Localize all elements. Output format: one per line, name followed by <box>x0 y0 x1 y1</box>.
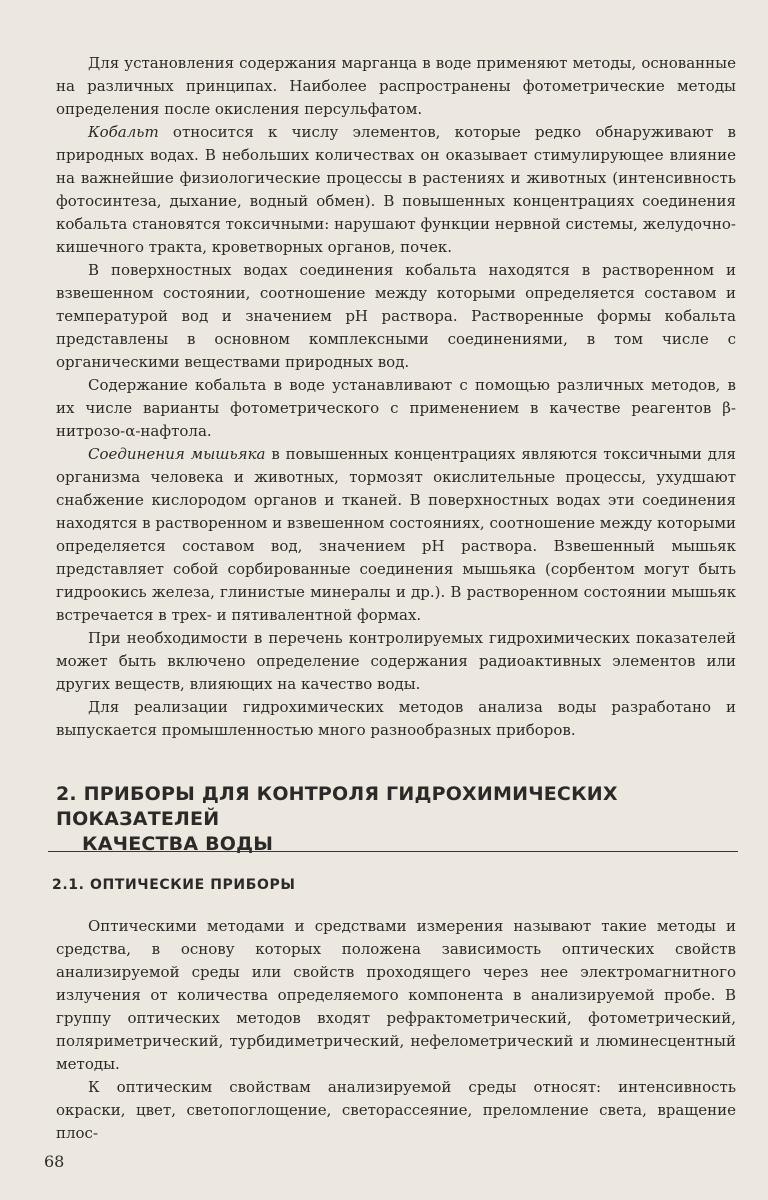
paragraph-optical-properties: К оптическим свойствам анализируемой среды относят: интенсивность окраски, цвет, светопоглощение, светорассеяние, преломление света, вращение плос- <box>56 1078 736 1142</box>
section-heading-line-1: 2. ПРИБОРЫ ДЛЯ КОНТРОЛЯ ГИДРОХИМИЧЕСКИХ ПОКАЗАТЕЛЕЙ <box>56 783 618 830</box>
body-text-bottom <box>56 915 736 1145</box>
body-text-top <box>56 52 736 742</box>
paragraph-cobalt: Кобальт относится к числу элементов, которые редко обнаруживают в природных водах. В небольших количествах он оказывает стимулирующее влияние на важнейшие физиологические процессы в растениях и животных (интенсивность фотосинтеза, дыхание, водный обмен). В повышенных концентрациях соединения кобальта становятся токсичными: нарушают функции нервной системы, желудочно-кишечного тракта, кроветворных органов, почек. <box>56 123 736 256</box>
page-number: 68 <box>44 1152 65 1171</box>
subsection-heading: 2.1. ОПТИЧЕСКИЕ ПРИБОРЫ <box>52 877 296 893</box>
paragraph-radioactive: При необходимости в перечень контролируемых гидрохимических показателей может быть включено определение содержания радиоактивных элементов или других веществ, влияющих на качество воды. <box>56 629 736 693</box>
paragraph-arsenic: Соединения мышьяка в повышенных концентрациях являются токсичными для организма человека и животных, тормозят окислительные процессы, ухудшают снабжение кислородом органов и тканей. В поверхностных водах эти соединения находятся в растворенном и взвешенном состояниях, соотношение между которыми определяется составом вод, значением pH раствора. Взвешенный мышьяк представляет собой сорбированные соединения мышьяка (сорбентом могут быть гидроокись железа, глинистые минералы и др.). В растворенном состоянии мышьяк встречается в трех- и пятивалентной формах. <box>56 445 736 624</box>
horizontal-rule <box>48 851 738 852</box>
paragraph-optical-methods: Оптическими методами и средствами измерения называют такие методы и средства, в основу которых положена зависимость оптических свойств анализируемой среды или свойств проходящего через нее электромагнитного излучения от количества определяемого компонента в анализируемой пробе. В группу оптических методов входят рефрактометрический, фотометрический, поляриметрический, турбидиметрический, нефелометрический и люминесцентный методы. <box>56 917 736 1073</box>
section-heading-line-2: КАЧЕСТВА ВОДЫ <box>82 833 274 855</box>
term-cobalt: Кобальт <box>88 123 159 141</box>
paragraph-manganese: Для установления содержания марганца в воде применяют методы, основанные на различных принципах. Наиболее распространены фотометрические методы определения после окисления персульфатом. <box>56 54 736 118</box>
paragraph-cobalt-methods: Содержание кобальта в воде устанавливают с помощью различных методов, в их числе варианты фотометрического с применением в качестве реагентов β-нитрозо-α-нафтола. <box>56 376 736 440</box>
paragraph-cobalt-forms: В поверхностных водах соединения кобальта находятся в растворенном и взвешенном состоянии, соотношение между которыми определяется составом и температурой вод и значением pH раствора. Растворенные формы кобальта представлены в основном комплексными соединениями, в том числе с органическими веществами природных вод. <box>56 261 736 371</box>
paragraph-instruments: Для реализации гидрохимических методов анализа воды разработано и выпускается промышленностью много разнообразных приборов. <box>56 698 736 739</box>
section-heading <box>56 782 736 857</box>
term-arsenic: Соединения мышьяка <box>88 445 266 463</box>
